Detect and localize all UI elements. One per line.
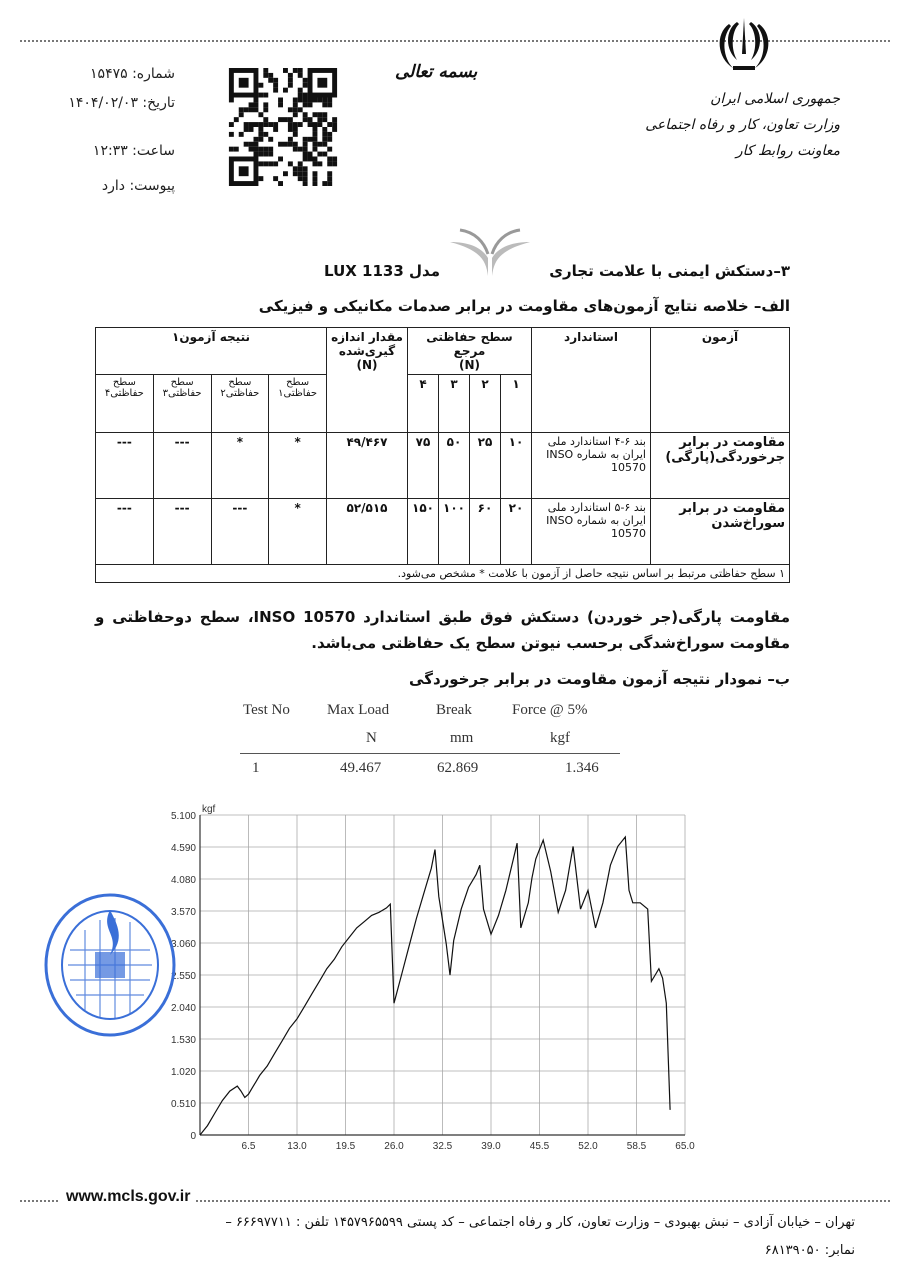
hdr-max-load: Max Load [327,702,390,718]
ministry-name: وزارت تعاون، کار و رفاه اجتماعی [645,117,840,133]
ministry-website-link[interactable]: www.mcls.gov.ir [60,1188,196,1206]
unit-max-load: N [366,730,377,746]
letter-time-label: ساعت: [132,143,175,159]
row-1-result-2: * [211,433,269,499]
ministry-heading [640,86,840,164]
col-test-header: آزمون [651,328,790,433]
x-tick-label: 52.0 [578,1141,598,1152]
y-tick-label: 0 [190,1131,196,1142]
row-1-ref-3: ۵۰ [439,433,470,499]
row-2-ref-3: ۱۰۰ [439,499,470,565]
letter-date-value: ۱۴۰۴/۰۲/۰۳ [68,95,138,111]
qr-code-icon [228,68,338,186]
x-tick-label: 39.0 [481,1141,501,1152]
y-tick-label: 1.020 [170,1067,196,1078]
y-tick-label: 4.080 [170,875,196,886]
table-footnote: ۱ سطح حفاظتی مرتبط بر اساس نتیجه حاصل از آزمون با علامت * مشخص می‌شود. [96,565,790,583]
row-1-measured: ۴۹/۴۶۷ [327,433,408,499]
letter-date-label: تاریخ: [142,95,175,111]
ref-level-3: ۳ [439,375,470,433]
result-level-3: سطح حفاظتی۳ [153,375,211,433]
ref-level-4: ۴ [408,375,439,433]
row-2-result-1: * [269,499,327,565]
deputy-name: معاونت روابط کار [735,143,840,159]
col-result-header: نتیجه آزمون۱ [96,328,327,375]
tensile-header-rule [240,753,620,754]
row-1-result-4: --- [96,433,154,499]
conclusion-text: مقاومت پارگی(جر خوردن) دستکش فوق طبق استاندارد INSO 10570، سطح دوحفاظتی و مقاومت سوراخ‌شدگی برحسب نیوتن سطح یک حفاظتی می‌باشد. [95,608,790,652]
footer-fax: نمابر: ۶۸۱۳۹۰۵۰ [764,1243,855,1258]
x-tick-label: 58.5 [626,1141,647,1152]
letter-attachment [55,178,175,194]
row-1-ref-1: ۱۰ [501,433,532,499]
letter-time [55,143,175,159]
row-1-ref-2: ۲۵ [470,433,501,499]
series-line [200,837,670,1135]
letter-number [55,66,175,82]
col-measured-header: مقدار اندازه گیری‌شده (N) [327,328,408,433]
row-2-ref-4: ۱۵۰ [408,499,439,565]
ref-level-1: ۱ [501,375,532,433]
row-2-ref-2: ۶۰ [470,499,501,565]
letter-time-value: ۱۲:۳۳ [92,143,128,159]
col-ref-level-header [408,328,532,375]
footer-address: تهران – خیابان آزادی – نبش بهبودی – وزارت تعاون، کار و رفاه اجتماعی – کد پستی ۱۴۵۷۹۶۵۵۹۹ تلفن : ۶۶۶۹۷۷۱۱ – [225,1215,855,1230]
col-ref-level-title: سطح حفاظتی مرجع [426,330,513,358]
letter-attachment-value: دارد [101,178,125,194]
row-1-standard: بند ۶-۴ استاندارد ملی ایران به شماره INSO 10570 [532,433,651,499]
y-tick-label: 2.040 [170,1003,196,1014]
iran-emblem-icon [713,14,775,74]
val-test-no: 1 [252,760,260,776]
x-tick-label: 19.5 [335,1141,356,1152]
hdr-test-no: Test No [243,702,290,718]
letter-date [40,95,175,111]
col-standard-header: استاندارد [532,328,651,433]
y-axis-label: kgf [202,804,216,815]
row-2-result-2: --- [211,499,269,565]
y-tick-label: 1.530 [170,1035,196,1046]
result-level-1: سطح حفاظتی۱ [269,375,327,433]
row-2-ref-1: ۲۰ [501,499,532,565]
tensile-test-table [0,700,905,780]
row-2-result-3: --- [153,499,211,565]
x-tick-label: 13.0 [287,1141,307,1152]
y-tick-label: 3.570 [170,907,196,918]
x-tick-label: 6.5 [241,1141,256,1152]
section-3-model: مدل LUX 1133 [324,262,440,280]
row-2-standard: بند ۶-۵ استاندارد ملی ایران به شماره INSO 10570 [532,499,651,565]
x-tick-label: 32.5 [432,1141,453,1152]
hdr-force-5: Force @ 5% [512,702,588,718]
tear-resistance-chart [150,800,710,1160]
val-max-load: 49.467 [340,760,382,776]
letter-number-value: ۱۵۴۷۵ [90,66,128,82]
y-tick-label: 2.550 [170,971,196,982]
val-break: 62.869 [437,760,479,776]
ref-level-2: ۲ [470,375,501,433]
y-tick-label: 3.060 [170,939,196,950]
section-a-title: الف– خلاصه نتایج آزمون‌های مقاومت در برابر صدمات مکانیکی و فیزیکی [258,297,790,315]
section-b-title: ب– نمودار نتیجه آزمون مقاومت در برابر جرخوردگی [409,670,790,688]
result-level-4: سطح حفاظتی۴ [96,375,154,433]
x-tick-label: 65.0 [675,1141,695,1152]
official-stamp-icon [40,890,180,1040]
test-summary-table [95,327,790,583]
table-row [96,499,790,565]
letter-attachment-label: پیوست: [129,178,175,194]
table-row [96,433,790,499]
brand-logo-icon [440,220,540,278]
country-name: جمهوری اسلامی ایران [710,91,840,107]
row-2-measured: ۵۲/۵۱۵ [327,499,408,565]
unit-force: kgf [550,730,570,746]
result-level-2: سطح حفاظتی۲ [211,375,269,433]
letter-number-label: شماره: [132,66,175,82]
unit-break: mm [450,730,474,746]
row-2-result-4: --- [96,499,154,565]
y-tick-label: 5.100 [170,811,196,822]
val-force: 1.346 [565,760,599,776]
col-ref-level-unit: (N) [458,358,480,372]
row-1-result-3: --- [153,433,211,499]
row-1-test: مقاومت در برابر جرخوردگی(پارگی) [651,433,790,499]
row-1-ref-4: ۷۵ [408,433,439,499]
motto: بسمه تعالی [395,62,478,82]
x-tick-label: 26.0 [384,1141,404,1152]
section-3-title: ۳–دستکش ایمنی با علامت تجاری [549,262,790,280]
x-tick-label: 45.5 [529,1141,550,1152]
y-tick-label: 0.510 [170,1099,196,1110]
hdr-break: Break [436,702,472,718]
y-tick-label: 4.590 [170,843,196,854]
row-2-test: مقاومت در برابر سوراخ‌شدن [651,499,790,565]
row-1-result-1: * [269,433,327,499]
